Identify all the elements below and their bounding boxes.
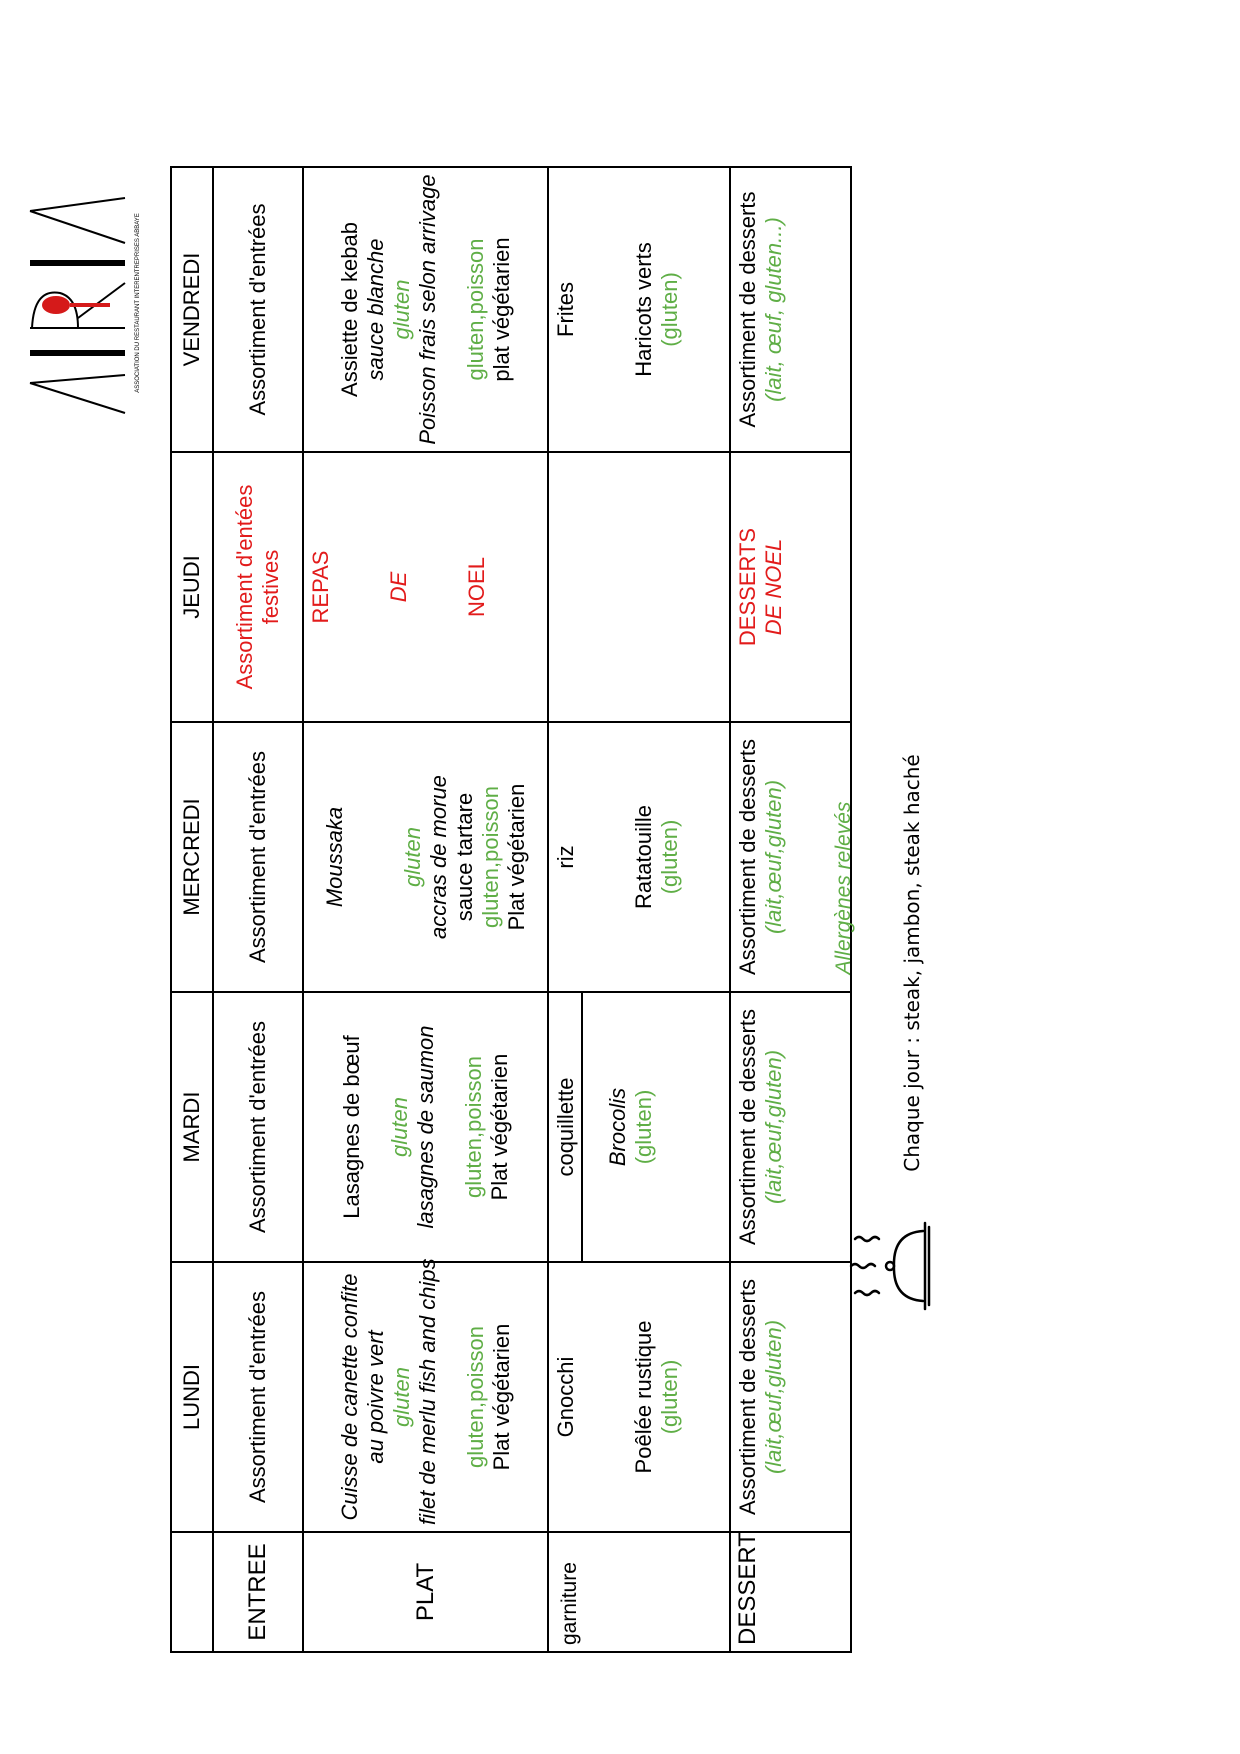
menu-sheet [135, 168, 1070, 1653]
plat-jeudi-line2: DE [386, 571, 411, 603]
plat-vendredi-dish2: Poisson frais selon arrivage [414, 174, 440, 445]
garniture-jeudi [548, 452, 730, 722]
plat-jeudi [303, 452, 548, 722]
plat-vendredi-allergen1: gluten [388, 279, 414, 340]
plat-vendredi-allergen2: gluten,poisson [462, 238, 488, 381]
plat-mercredi-dish2: accras de morue [425, 775, 451, 939]
plat-vendredi-sauce: sauce blanche [362, 238, 388, 381]
garniture-mercredi-veg: Ratatouille [631, 805, 656, 909]
garniture-vendredi-veg: Haricots verts [631, 242, 656, 377]
plat-mercredi [303, 722, 548, 992]
garniture-lundi-veg: Poêlée rustique [631, 1320, 656, 1474]
dessert-lundi-allergen: (lait,œuf,gluten) [761, 1319, 786, 1475]
plat-jeudi-line3: NOEL [464, 557, 489, 617]
plat-lundi [303, 1258, 548, 1532]
plat-lundi-allergen1: gluten [388, 1367, 414, 1427]
entree-mercredi: Assortiment d'entrées [213, 722, 303, 992]
dessert-jeudi [730, 452, 851, 722]
entree-vendredi: Assortiment d'entrées [213, 167, 303, 452]
entree-mardi: Assortiment d'entrées [213, 992, 303, 1262]
plat-mercredi-veg: Plat végétarien [503, 783, 529, 931]
dessert-lundi-label: Assortiment de desserts [735, 1279, 760, 1515]
garniture-vendredi-starch: Frites [553, 282, 578, 337]
row-label-dessert: DESSERT [730, 1532, 851, 1652]
day-header-lundi: LUNDI [171, 1262, 213, 1532]
garniture-mercredi [548, 722, 730, 992]
plat-mercredi-allergen1: gluten [399, 827, 425, 887]
plat-lundi-dish2: filet de merlu fish and chips [414, 1258, 440, 1525]
garniture-vendredi-allergen: (gluten) [657, 272, 682, 347]
aria-logo-subtitle: ASSOCIATION DU RESTAURANT INTERENTREPRISES ABBAYE [135, 213, 141, 393]
day-header-mardi: MARDI [171, 992, 213, 1262]
weekly-menu-table [170, 166, 852, 1653]
day-header-jeudi: JEUDI [171, 452, 213, 722]
entree-jeudi [213, 452, 303, 722]
day-header-mercredi: MERCREDI [171, 722, 213, 992]
garniture-mardi-starch: coquillette [549, 993, 583, 1261]
entree-jeudi-line1: Assortiment d'entées [232, 484, 257, 690]
garniture-lundi [548, 1262, 730, 1532]
dessert-lundi [730, 1262, 851, 1532]
dessert-jeudi-line1: DESSERTS [735, 527, 760, 647]
plat-row [303, 167, 548, 1652]
garniture-mercredi-allergen: (gluten) [657, 819, 682, 895]
plat-mercredi-sauce: sauce tartare [451, 792, 477, 922]
plat-jeudi-line1: REPAS [308, 550, 333, 624]
plat-mardi-allergen2: gluten,poisson [460, 1056, 486, 1198]
plat-lundi-allergen2: gluten,poisson [462, 1326, 488, 1468]
plat-vendredi [303, 167, 548, 452]
plat-vendredi-dish1: Assiette de kebab [336, 222, 362, 397]
aria-logo [20, 183, 145, 423]
dessert-vendredi-label: Assortiment de desserts [735, 191, 760, 428]
garniture-mardi-veg: Brocolis [605, 1087, 630, 1167]
plat-lundi-dish1: Cuisse de canette confite [336, 1273, 362, 1521]
garniture-lundi-starch: Gnocchi [553, 1356, 578, 1438]
entree-lundi: Assortiment d'entrées [213, 1262, 303, 1532]
row-label-plat: PLAT [303, 1532, 548, 1652]
dessert-mercredi-allergen: (lait,œuf,gluten) [761, 779, 786, 935]
plat-lundi-dish1b: au poivre vert [362, 1330, 388, 1464]
plat-mardi-dish1: Lasagnes de bœuf [338, 1035, 364, 1219]
row-label-garniture: garniture [548, 1532, 730, 1652]
garniture-vendredi [548, 167, 730, 452]
entree-jeudi-line2: festives [258, 549, 283, 625]
entree-row [213, 167, 303, 1652]
dessert-vendredi-allergen: (lait, œuf, gluten...) [761, 217, 786, 402]
plat-mardi-allergen1: gluten [386, 1097, 412, 1157]
garniture-lundi-allergen: (gluten) [657, 1359, 682, 1435]
plat-lundi-veg: Plat végétarien [488, 1323, 514, 1471]
plat-mardi [303, 992, 548, 1262]
plat-mercredi-dish1: Moussaka [321, 806, 347, 908]
row-label-entree: ENTREE [213, 1532, 303, 1652]
garniture-row [548, 167, 730, 1652]
aria-logo-mark [30, 198, 125, 413]
plat-mardi-dish2: lasagnes de saumon [412, 1025, 438, 1229]
dessert-vendredi [730, 167, 851, 452]
garniture-mardi [548, 992, 730, 1262]
plat-mercredi-allergen2: gluten,poisson [477, 786, 503, 928]
daily-options-note: Chaque jour : steak, jambon, steak haché [900, 754, 924, 1172]
corner-cell [171, 1532, 213, 1652]
dessert-jeudi-line2: DE NOEL [761, 538, 786, 636]
day-header-vendredi: VENDREDI [171, 167, 213, 452]
allergens-note: Allergènes relevés [832, 801, 855, 975]
garniture-mercredi-starch: riz [553, 845, 578, 869]
header-row [171, 167, 213, 1652]
dessert-mardi-label: Assortiment de desserts [735, 1009, 760, 1245]
garniture-mardi-allergen: (gluten) [631, 1089, 656, 1165]
dessert-mercredi-label: Assortiment de desserts [735, 739, 760, 975]
dessert-mardi-allergen: (lait,œuf,gluten) [761, 1049, 786, 1205]
plat-vendredi-veg: plat végétarien [488, 237, 514, 382]
plat-mardi-veg: Plat végétarien [486, 1053, 512, 1201]
